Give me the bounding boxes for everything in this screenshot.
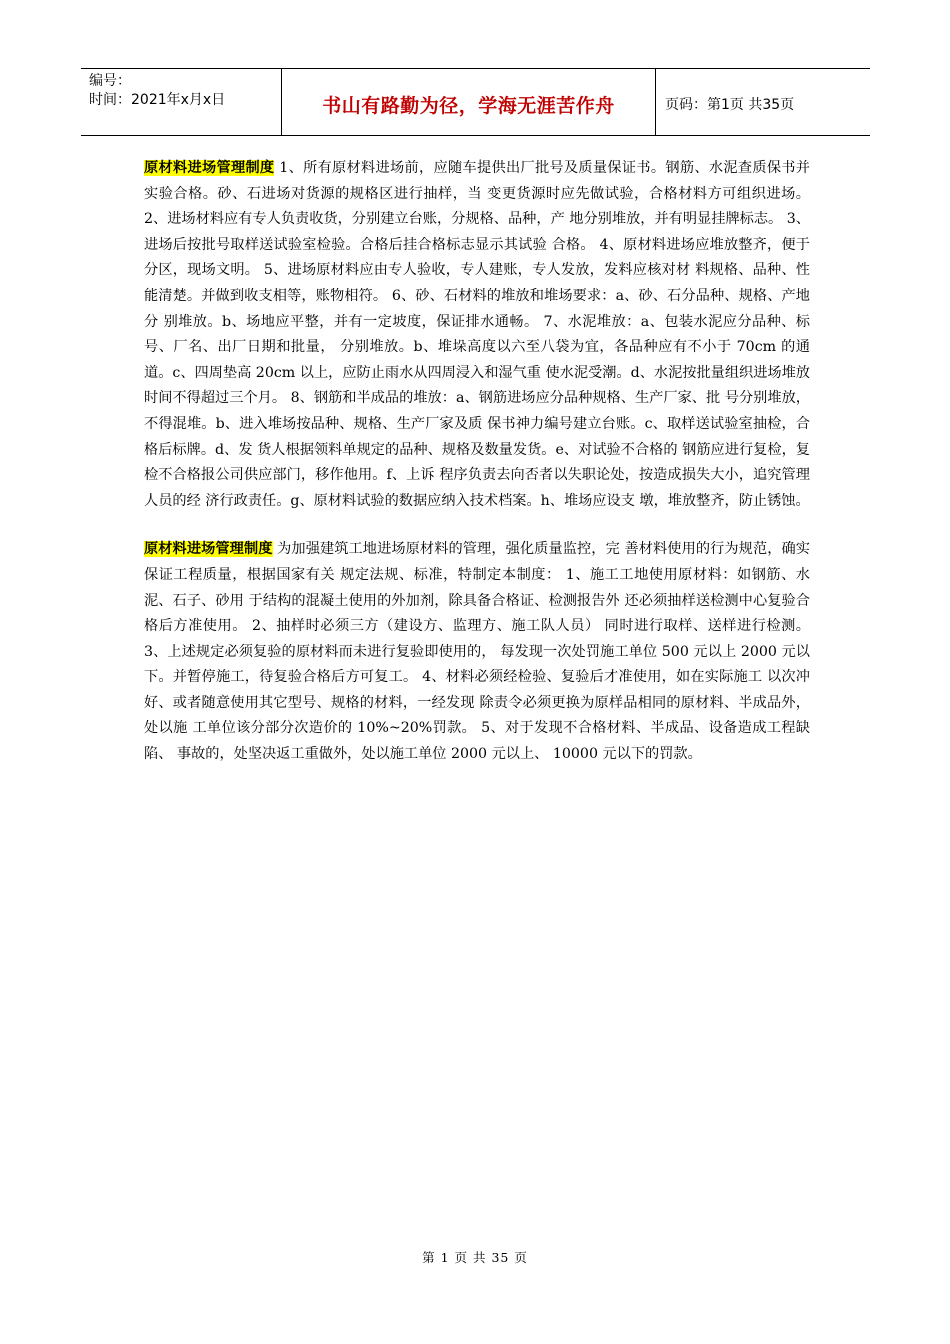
document-header [81, 68, 870, 136]
header-motto: 书山有路勤为径，学海无涯苦作舟 [281, 69, 656, 135]
header-page-info: 页码：第1页 共35页 [665, 97, 795, 113]
section-body-1: 1、所有原材料进场前，应随车提供出厂批号及质量保证书。钢筋、水泥查质保书并实验合格。砂、石进场对货源的规格区进行抽样，当 变更货源时应先做试验，合格材料方可组织进场。 2、进场材料应有专人负责收货，分别建立台账，分规格、品种，产 地分别堆放，并有明显挂牌标志。 3、进场后按批号取样送试验室检验。合格后挂合格标志显示其试验 合格。 4、原材料进场应堆放整齐，便于分区，现场文明。 5、进场原材料应由专人验收，专人建账，专人发放，发料应核对材 料规格、品种、性能清楚。并做到收支相等，账物相符。 6、砂、石材料的堆放和堆场要求：a、砂、石分品种、规格、产地分 别堆放。b、场地应平整，并有一定坡度，保证排水通畅。 7、水泥堆放：a、包装水泥应分品种、标号、厂名、出厂日期和批量， 分别堆放。b、堆垛高度以六至八袋为宜，各品种应有不小于 70cm 的通道。c、四周垫高 20cm 以上，应防止雨水从四周浸入和湿气重 使水泥受潮。d、水泥按批量组织进场堆放时间不得超过三个月。 8、钢筋和半成品的堆放：a、钢筋进场应分品种规格、生产厂家、批 号分别堆放，不得混堆。b、进入堆场按品种、规格、生产厂家及质 保书神力编号建立台账。c、取样送试验室抽检，合格后标牌。d、发 货人根据领料单规定的品种、规格及数量发货。e、对试验不合格的 钢筋应进行复检，复检不合格报公司供应部门，移作他用。f、上诉 程序负责去向否者以失职论处，按造成损失大小，追究管理人员的经 济行政责任。g、原材料试验的数据应纳入技术档案。h、堆场应设支 墩，堆放整齐，防止锈蚀。 [144, 160, 810, 509]
section-title-1: 原材料进场管理制度 [144, 160, 275, 176]
page-footer: 第 1 页 共 35 页 [422, 1250, 528, 1265]
document-number-label: 编号： [89, 73, 131, 89]
document-time-label: 时间：2021年x月x日 [89, 92, 226, 108]
section-title-2: 原材料进场管理制度 [144, 541, 273, 558]
section-paragraph-1 [144, 156, 810, 514]
header-meta [81, 69, 281, 135]
document-body [144, 156, 810, 791]
section-paragraph-2 [144, 537, 810, 767]
section-body-2: 为加强建筑工地进场原材料的管理，强化质量监控，完 善材料使用的行为规范，确实保证工程质量，根据国家有关 规定法规、标准，特制定本制度： 1、施工工地使用原材料：如钢筋、水泥、石子、砂用 于结构的混凝土使用的外加剂，除具备合格证、检测报告外 还必须抽样送检测中心复验合格后方准使用。 2、抽样时必须三方（建设方、监理方、施工队人员） 同时进行取样、送样进行检测。 3、上述规定必须复验的原材料而未进行复验即使用的， 每发现一次处罚施工单位 500 元以上 2000 元以下。并暂停施工，待复验合格后方可复工。 4、材料必须经检验、复验后才准使用，如在实际施工 以次冲好、或者随意使用其它型号、规格的材料，一经发现 除责令必须更换为原样品相同的原材料、半成品外，处以施 工单位该分部分次造价的 10%~20%罚款。 5、对于发现不合格材料、半成品、设备造成工程缺陷、 事故的，处坚决返工重做外，处以施工单位 2000 元以上、 10000 元以下的罚款。 [144, 541, 810, 763]
